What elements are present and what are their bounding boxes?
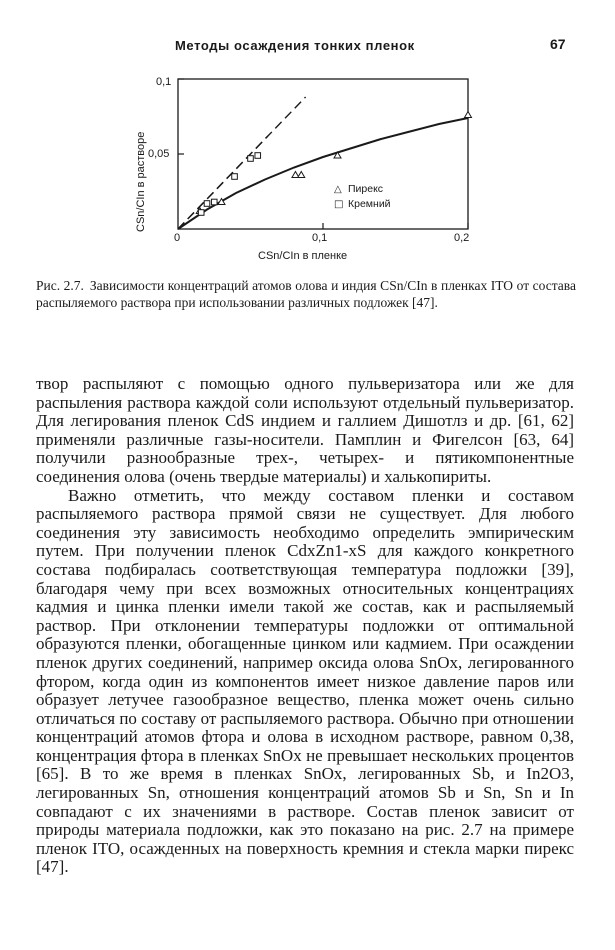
x-tick-label: 0,2 (454, 232, 470, 244)
paragraph: твор распыляют с помощью одного пульверизатора или же для распыления раствора каждой соли используют отдельный пульверизатор. Для легирования пленок CdS индием и галлием Дишотлз и др. [61, 62] применяли различные газы-носители. Памплин и Фигелсон [63, 64] получили разнообразные трех-, четырех- и пятикомпонентные соединения олова (очень твердые материалы) и халькопириты. (36, 374, 574, 486)
square-marker (232, 174, 238, 180)
plot-frame (178, 79, 468, 229)
square-marker (211, 199, 217, 205)
y-tick-label: 0,05 (148, 148, 170, 160)
paragraph: Важно отметить, что между составом пленки и составом распыляемого раствора прямой связи не существует. Для любого соединения эту зависимость необходимо определить эмпирическим путем. При получении пленок CdxZn1-xS для каждого конкретного состава подбиралась соответствующая температура подложки [39], благодаря чему при всех возможных относительных концентрациях кадмия и цинка пленки имели такой же состав, как и распыляемый раствор. При отклонении температуры подложки от оптимальной образуются пленки, обогащенные цинком или кадмием. При осаждении пленок других соединений, например оксида олова SnOx, легированного фтором, когда один из компонентов имеет низкое давление паров или образует летучее газообразное вещество, пленка может очень сильно отличаться по составу от распыляемого раствора. Обычно при отношении концентраций атомов фтора и олова в исходном растворе, равном 0,38, концентрация фтора в пленках SnOx не превышает нескольких процентов [65]. В то же время в пленках SnOx, легированных Sb, и In2O3, легированных Sn, отношения концентраций атомов Sb и Sn, Sn и In совпадают с их значениями в растворе. Состав пленок зависит от природы материала подложки, как это показано на рис. 2.7 на примере пленок ITO, осажденных на поверхность кремния и стекла марки пирекс [47]. (36, 485, 574, 877)
dashed-line-silicon (178, 97, 306, 229)
caption-label: Рис. 2.7. (36, 278, 84, 293)
legend-marker-pyrex: △ (334, 184, 342, 195)
y-tick-label: 0,1 (156, 76, 172, 88)
page-number: 67 (550, 36, 566, 52)
x-tick-label: 0 (174, 232, 181, 244)
square-marker (198, 210, 204, 216)
square-marker (248, 156, 254, 162)
legend-label-pyrex: Пирекс (348, 183, 384, 195)
running-head: Методы осаждения тонких пленок (175, 38, 415, 53)
fit-curve-pyrex (178, 118, 468, 229)
square-marker (255, 153, 261, 159)
page-header (0, 36, 615, 58)
y-axis-label: CSn/CIn в растворе (135, 131, 147, 232)
x-axis-label: CSn/CIn в пленке (258, 250, 348, 262)
triangle-marker (298, 172, 305, 178)
legend-marker-silicon: □ (334, 199, 344, 210)
triangle-marker (465, 112, 472, 118)
caption-text: Зависимости концентраций атомов олова и индия CSn/CIn в пленках ITO от состава распыляемого раствора при использовании различных подложек [47]. (36, 278, 576, 310)
figure-caption (36, 278, 576, 311)
legend-label-silicon: Кремний (348, 198, 391, 210)
square-marker (204, 201, 210, 207)
x-tick-label: 0,1 (312, 232, 328, 244)
body-text (36, 375, 574, 877)
scatter-chart (0, 60, 615, 275)
figure-2-7 (0, 60, 615, 275)
